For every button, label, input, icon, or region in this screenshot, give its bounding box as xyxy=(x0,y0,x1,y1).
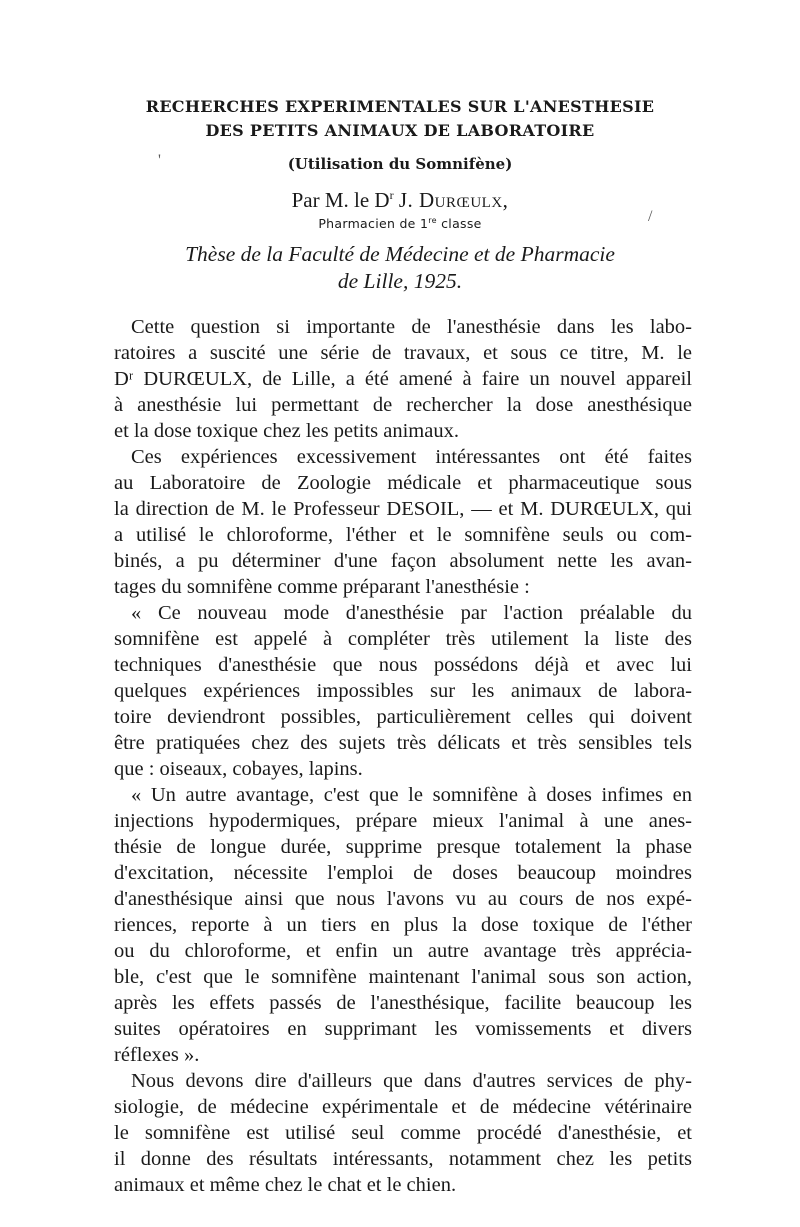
body-line: a utilisé le chloroforme, l'éther et le somnifène seuls ou com- xyxy=(114,524,692,546)
body-line: il donne des résultats intéressants, notamment chez les petits xyxy=(114,1148,692,1170)
body-line: tages du somnifène comme préparant l'anesthésie : xyxy=(114,576,530,598)
body-line: quelques expériences impossibles sur les animaux de labora- xyxy=(114,680,692,702)
body-line: la direction de M. le Professeur DESOIL, — et M. DURŒULX, qui xyxy=(114,498,692,520)
body-line: le somnifène est utilisé seul comme procédé d'anesthésie, et xyxy=(114,1122,692,1144)
body-line: être pratiquées chez des sujets très délicats et très sensibles tels xyxy=(114,732,692,754)
body-line: techniques d'anesthésie que nous possédons déjà et avec lui xyxy=(114,654,692,676)
role-suffix: classe xyxy=(436,216,482,232)
body-line: « Ce nouveau mode d'anesthésie par l'action préalable du xyxy=(131,602,692,624)
body-line: à anesthésie lui permettant de rechercher la dose anesthésique xyxy=(114,394,692,416)
body-line: injections hypodermiques, prépare mieux l'animal à une anes- xyxy=(114,810,692,832)
body-line: réflexes ». xyxy=(114,1044,200,1066)
author-name: J. Durœulx, xyxy=(398,188,509,212)
body-line: thésie de longue durée, supprime presque totalement la phase xyxy=(114,836,692,858)
body-line: siologie, de médecine expérimentale et de médecine vétérinaire xyxy=(114,1096,692,1118)
author-role xyxy=(0,216,800,231)
body-line: riences, reporte à un tiers en plus la dose toxique de l'éther xyxy=(114,914,692,936)
body-line: Ces expériences excessivement intéressantes ont été faites xyxy=(131,446,692,468)
author-sup: r xyxy=(389,188,394,202)
thesis-line-2: de Lille, 1925. xyxy=(337,269,463,293)
body-line: ble, c'est que le somnifène maintenant l'animal sous son action, xyxy=(114,966,692,988)
body-line: ou du chloroforme, et enfin un autre avantage très apprécia- xyxy=(114,940,692,962)
title-line-2: DES PETITS ANIMAUX DE LABORATOIRE xyxy=(205,121,595,140)
thesis-line-1: Thèse de la Faculté de Médecine et de Pharmacie xyxy=(185,242,615,266)
stray-mark-left: ' xyxy=(158,152,161,169)
subtitle: (Utilisation du Somnifène) xyxy=(287,155,513,173)
body-line: au Laboratoire de Zoologie médicale et pharmaceutique sous xyxy=(114,472,692,494)
body-line: suites opératoires en supprimant les vomissements et divers xyxy=(114,1018,692,1040)
body-line: Dʳ DURŒULX, de Lille, a été amené à faire un nouvel appareil xyxy=(114,368,692,390)
title-line-1: RECHERCHES EXPERIMENTALES SUR L'ANESTHESIE xyxy=(145,97,655,116)
role-prefix: Pharmacien de 1 xyxy=(318,216,429,232)
body-line: animaux et même chez le chat et le chien. xyxy=(114,1174,457,1196)
body-line: que : oiseaux, cobayes, lapins. xyxy=(114,758,363,780)
author-line xyxy=(0,188,800,213)
body-line: d'excitation, nécessite l'emploi de doses beaucoup moindres xyxy=(114,862,692,884)
body-line: toire deviendront possibles, particulièrement celles qui doivent xyxy=(114,706,692,728)
author-prefix: Par M. le D xyxy=(291,188,390,212)
body-line: après les effets passés de l'anesthésique, facilite beaucoup les xyxy=(114,992,692,1014)
body-line: somnifène est appelé à compléter très utilement la liste des xyxy=(114,628,692,650)
role-sup: re xyxy=(428,216,437,225)
body-line: Nous devons dire d'ailleurs que dans d'autres services de phy- xyxy=(131,1070,692,1092)
body-line: Cette question si importante de l'anesthésie dans les labo- xyxy=(131,316,692,338)
stray-mark-right: / xyxy=(648,208,653,225)
body-line: ratoires a suscité une série de travaux, et sous ce titre, M. le xyxy=(114,342,692,364)
body-line: et la dose toxique chez les petits animaux. xyxy=(114,420,459,442)
body-line: binés, a pu déterminer d'une façon absolument nette les avan- xyxy=(114,550,692,572)
body-line: « Un autre avantage, c'est que le somnifène à doses infimes en xyxy=(131,784,692,806)
body-line: d'anesthésique ainsi que nous l'avons vu au cours de nos expé- xyxy=(114,888,692,910)
